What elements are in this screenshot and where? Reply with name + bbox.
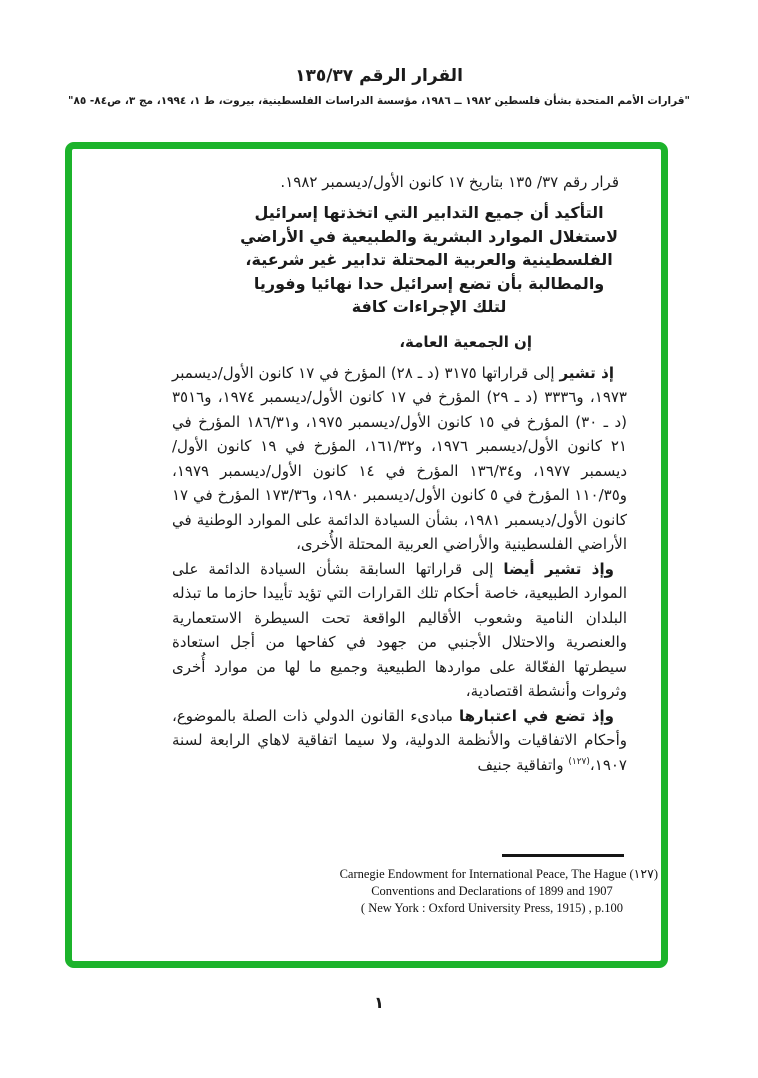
page-number: ١ <box>374 993 384 1012</box>
footnote-line-3: ( New York : Oxford University Press, 1915) , p.100 <box>360 901 624 915</box>
paragraph-text: مبادىء القانون الدولي ذات الصلة بالموضوع، وأحكام الاتفاقيات والأنظمة الدولية، ولا سيما اتفاقية لاهاي الرابعة لسنة ١٩٠٧، <box>172 706 627 774</box>
title-line-2: لاستغلال الموارد البشرية والطبيعية في الأراضي <box>240 226 619 246</box>
document-body <box>72 149 661 961</box>
resolution-number-title: القرار الرقم ١٣٥/٣٧ <box>295 66 463 86</box>
title-line-5: لتلك الإجراءات كافة <box>351 297 507 316</box>
title-line-4: والمطالبة بأن تضع إسرائيل حدا نهائيا وفوريا <box>253 273 605 293</box>
paragraph-recalling-also <box>172 557 627 704</box>
source-citation-line: "قرارات الأمم المتحدة بشأن فلسطين ١٩٨٢ ــ ١٩٨٦، مؤسسة الدراسات الفلسطينية، بيروت، ط ١، ١٩٩٤، مج ٣، ص٨٤- ٨٥" <box>67 95 691 107</box>
resolution-heading-line: قرار رقم ٣٧/ ١٣٥ بتاريخ ١٧ كانون الأول/ديسمبر ١٩٨٢. <box>280 173 619 191</box>
paragraph-lead: إذ تشير <box>559 363 615 382</box>
green-border-box <box>65 142 668 968</box>
paragraph-lead: وإذ تضع في اعتبارها <box>458 706 614 725</box>
footnote-line-1: (١٢٧) Carnegie Endowment for International Peace, The Hague <box>339 867 658 881</box>
title-line-3: الفلسطينية والعربية المحتلة تدابير غير شرعية، <box>245 250 613 269</box>
paragraph-tail-text: واتفاقية جنيف <box>477 755 564 774</box>
footnote-separator-rule <box>502 854 624 857</box>
footnote-block <box>326 854 658 917</box>
paragraph-text: إلى قراراتها السابقة بشأن السيادة الدائمة على الموارد الطبيعية، خاصة أحكام تلك القرارات التي تؤيد تأييدا حازما ما تبذله البلدان النامية وشعوب الأقاليم الواقعة تحت السيطرة الاستعمارية والعنصرية والاحتلال الأجنبي من جهود في كفاحها من أجل استعادة سيطرتها الفعّالة على مواردها الطبيعية وجميع ما لها من موارد أُخرى وثروات وأنشطة اقتصادية، <box>172 559 627 700</box>
footnote-line-2: Conventions and Declarations of 1899 and 1907 <box>371 884 613 898</box>
paragraph-bearing-in-mind <box>172 704 627 778</box>
resolution-title-block <box>231 201 627 319</box>
title-line-1: التأكيد أن جميع التدابير التي اتخذتها إسرائيل <box>254 203 604 222</box>
paragraph-lead: وإذ تشير أيضا <box>503 559 614 578</box>
document-header <box>0 66 758 107</box>
paragraph-recalling <box>172 361 627 557</box>
paragraph-text: إلى قراراتها ٣١٧٥ (د ـ ٢٨) المؤرخ في ١٧ كانون الأول/ديسمبر ١٩٧٣، و٣٣٣٦ (د ـ ٢٩) المؤرخ في ١٧ كانون الأول/ديسمبر ١٩٧٤، و٣٥١٦ (د ـ ٣٠) المؤرخ في ١٥ كانون الأول/ديسمبر ١٩٧٥، و١٨٦/٣١ المؤرخ في ٢١ كانون الأول/ديسمبر ١٩٧٦، و١٦١/٣٢، المؤرخ في ١٩ كانون الأول/ديسمبر ١٩٧٧، و١٣٦/٣٤ المؤرخ في ١٤ كانون الأول/ديسمبر ١٩٧٩، و١١٠/٣٥ المؤرخ في ٥ كانون الأول/ديسمبر ١٩٨٠، و١٧٣/٣٦ المؤرخ في ١٧ كانون الأول/ديسمبر ١٩٨١، بشأن السيادة الدائمة على الموارد الوطنية في الأراضي الفلسطينية والأراضي العربية المحتلة الأُخرى، <box>172 363 628 553</box>
footnote-reference-127: (١٢٧) <box>568 756 590 767</box>
salutation-line: إن الجمعية العامة، <box>399 332 532 351</box>
